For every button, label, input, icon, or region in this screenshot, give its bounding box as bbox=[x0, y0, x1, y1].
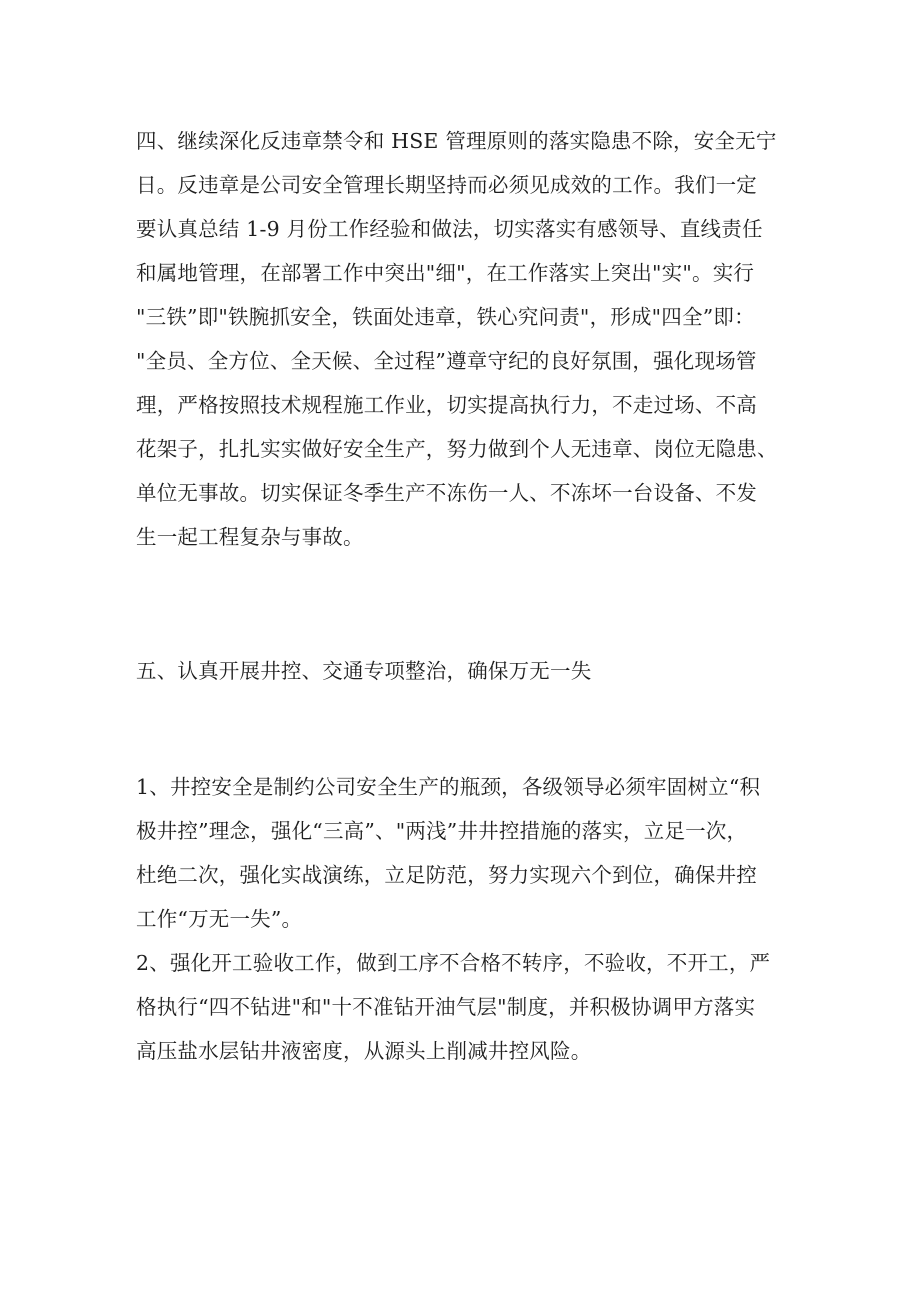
paragraph-line: 格执行“四不钻进"和"十不准钻开油气层"制度，并积极协调甲方落实 bbox=[136, 995, 756, 1019]
paragraph-line: 四、继续深化反违章禁令和 HSE 管理原则的落实隐患不除，安全无宁 bbox=[136, 129, 777, 153]
paragraph-line: 理，严格按照技术规程施工作业，切实提高执行力，不走过场、不高 bbox=[136, 393, 757, 417]
paragraph-line: 极井控”理念，强化“三高”、"两浅”井井控措施的落实，立足一次， bbox=[136, 819, 748, 843]
paragraph-line: 工作“万无一失”。 bbox=[136, 907, 303, 931]
paragraph-line: 日。反违章是公司安全管理长期坚持而必须见成效的工作。我们一定 bbox=[136, 173, 757, 197]
section-5-heading: 五、认真开展井控、交通专项整治，确保万无一失 bbox=[136, 659, 592, 683]
paragraph-line: 2、强化开工验收工作，做到工序不合格不转序，不验收，不开工，严 bbox=[136, 951, 771, 975]
paragraph-line: 要认真总结 1-9 月份工作经验和做法，切实落实有感领导、直线责任 bbox=[136, 217, 763, 241]
paragraph-line: "全员、全方位、全天候、全过程”遵章守纪的良好氛围，强化现场管 bbox=[136, 349, 757, 373]
paragraph-line: 和属地管理，在部署工作中突出"细"，在工作落实上突出"实"。实行 bbox=[136, 261, 755, 285]
paragraph-line: 单位无事故。切实保证冬季生产不冻伤一人、不冻坏一台设备、不发 bbox=[136, 481, 757, 505]
paragraph-line: 生一起工程复杂与事故。 bbox=[136, 525, 364, 549]
paragraph-line: 1、井控安全是制约公司安全生产的瓶颈，各级领导必须牢固树立“积 bbox=[136, 775, 761, 799]
paragraph-line: 花架子，扎扎实实做好安全生产，努力做到个人无违章、岗位无隐患、 bbox=[136, 437, 778, 461]
paragraph-line: 杜绝二次，强化实战演练，立足防范，努力实现六个到位，确保井控 bbox=[136, 863, 757, 887]
paragraph-line: "三铁”即"铁腕抓安全，铁面处违章，铁心究问责"，形成"四全”即： bbox=[136, 305, 755, 329]
paragraph-line: 高压盐水层钻井液密度，从源头上削减井控风险。 bbox=[136, 1039, 592, 1063]
